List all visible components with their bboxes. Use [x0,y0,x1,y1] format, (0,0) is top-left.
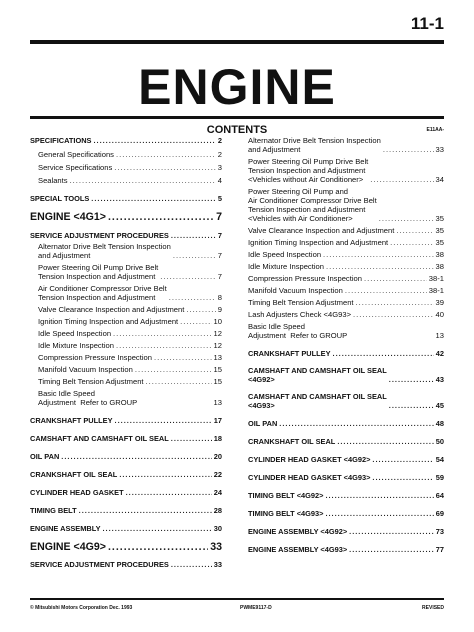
toc-entry-page: 54 [435,455,444,464]
toc-entry [30,263,222,281]
toc-entry-title: Idle Speed Inspection [248,250,322,259]
toc-entry-page: 40 [435,310,444,319]
toc-entry-title: OIL PAN [248,419,278,428]
toc-entry-page: 50 [435,437,444,446]
dot-leader [345,286,427,295]
toc-entry-page: 45 [435,401,444,410]
toc-entry [248,250,444,259]
toc-entry [248,392,444,410]
toc-entry-page: 7 [217,272,222,281]
toc-entry-title: Idle Mixture Inspection [38,341,114,350]
dot-leader [353,310,434,319]
toc-entry [248,274,444,283]
dot-leader [135,365,212,374]
toc-entry [30,416,222,425]
toc-entry-page: 2 [217,136,222,145]
top-rule [30,40,444,44]
toc-entry [30,452,222,461]
toc-entry-title: Timing Belt Tension Adjustment [38,377,144,386]
toc-entry-page: 64 [435,491,444,500]
dot-leader [383,145,434,154]
toc-entry [30,341,222,350]
toc-entry [248,349,444,358]
toc-entry-title: SERVICE ADJUSTMENT PROCEDURES [30,560,169,569]
toc-entry-title: Power Steering Oil Pump and Air Conditioner Compressor Drive Belt Tension Inspection and Adjustment <Vehicles with Air Conditioner> [248,187,377,223]
toc-entry [248,226,444,235]
dot-leader [103,524,212,533]
toc-entry-title: ENGINE ASSEMBLY <4G93> [248,545,348,554]
dot-leader [171,560,212,569]
toc-entry-title: General Specifications [38,150,114,159]
toc-entry [248,509,444,518]
dot-leader [372,455,433,464]
toc-entry-page: 69 [435,509,444,518]
toc-entry-title: CRANKSHAFT PULLEY [248,349,331,358]
toc-entry-page: 15 [213,377,222,386]
toc-entry-title: TIMING BELT <4G93> [248,509,324,518]
toc-entry-title: Idle Mixture Inspection [248,262,324,271]
toc-entry [248,491,444,500]
toc-entry [248,527,444,536]
toc-entry [30,389,222,407]
toc-entry-title: ENGINE <4G9> [30,541,106,553]
dot-leader [356,298,434,307]
toc-entry-page: 4 [217,176,222,185]
dot-leader [108,211,214,223]
dot-leader [160,272,215,281]
dot-leader [93,136,215,145]
toc-entry-title: Sealants [38,176,68,185]
toc-entry-page: 24 [213,488,222,497]
toc-entry-page: 12 [213,329,222,338]
dot-leader [91,194,216,203]
toc-entry-title: TIMING BELT [30,506,77,515]
toc-entry-title: ENGINE ASSEMBLY <4G92> [248,527,348,536]
dot-leader [79,506,212,515]
toc-entry-title: CAMSHAFT AND CAMSHAFT OIL SEAL <4G92> [248,366,387,384]
toc-entry-page: 35 [435,238,444,247]
toc-entry-title: Lash Adjusters Check <4G93> [248,310,352,319]
toc-entry-title: ENGINE <4G1> [30,211,106,223]
dot-leader [70,176,216,185]
toc-entry-page: 28 [213,506,222,515]
dot-leader [279,419,433,428]
toc-entry-title: Ignition Timing Inspection and Adjustment [248,238,389,247]
page-title: ENGINE [138,59,336,115]
toc-entry [30,136,222,145]
dot-leader [349,545,434,554]
toc-entry-page: 43 [435,375,444,384]
toc-entry [248,298,444,307]
toc-entry-page: 20 [213,452,222,461]
toc-entry [30,150,222,159]
toc-entry-page: 13 [213,398,222,407]
toc-entry-page: 39 [435,298,444,307]
dot-leader [169,293,216,302]
toc-entry [30,231,222,240]
contents-left-column [30,136,222,569]
toc-entry-title: CAMSHAFT AND CAMSHAFT OIL SEAL [30,434,169,443]
toc-entry [248,545,444,554]
toc-entry-page: 5 [217,194,222,203]
toc-entry [248,455,444,464]
toc-entry-page: 38 [435,250,444,259]
toc-entry-title: CAMSHAFT AND CAMSHAFT OIL SEAL <4G93> [248,392,387,410]
toc-entry-title: Service Specifications [38,163,113,172]
toc-entry [248,238,444,247]
toc-entry-page: 2 [217,150,222,159]
toc-entry-title: TIMING BELT <4G92> [248,491,324,500]
dot-leader [61,452,211,461]
toc-entry-title: Valve Clearance Inspection and Adjustment [38,305,185,314]
toc-entry [248,157,444,184]
toc-entry-title: Air Conditioner Compressor Drive Belt Tension Inspection and Adjustment [38,284,167,302]
dot-leader [116,150,216,159]
toc-entry-title: CRANKSHAFT OIL SEAL [248,437,336,446]
dot-leader [389,401,434,410]
toc-entry [30,434,222,443]
toc-entry [30,284,222,302]
toc-entry [248,322,444,340]
dot-leader [126,488,212,497]
dot-leader [119,470,211,479]
toc-entry [248,437,444,446]
toc-entry-page: 3 [217,163,222,172]
toc-entry [30,317,222,326]
toc-entry-title: SPECIFICATIONS [30,136,92,145]
toc-entry [30,305,222,314]
toc-entry [30,242,222,260]
toc-entry [30,377,222,386]
toc-entry [248,366,444,384]
toc-entry [30,163,222,172]
toc-entry [248,473,444,482]
toc-entry [248,262,444,271]
toc-entry [248,187,444,223]
toc-entry-page: 33 [210,541,222,553]
toc-entry-page: 7 [217,231,222,240]
toc-entry-page: 10 [213,317,222,326]
dot-leader [115,416,212,425]
toc-entry-page: 12 [213,341,222,350]
toc-entry-title: SPECIAL TOOLS [30,194,90,203]
dot-leader [180,317,211,326]
dot-leader [349,527,434,536]
toc-entry-page: 7 [216,211,222,223]
toc-entry-page: 17 [213,416,222,425]
footer-copyright: © Mitsubishi Motors Corporation Dec. 1993 [30,605,133,611]
toc-entry-title: Manifold Vacuum Inspection [248,286,343,295]
toc-entry [30,541,222,553]
contents-right-column [248,136,444,554]
title-rule [30,116,444,119]
toc-entry [30,353,222,362]
dot-leader [390,238,433,247]
dot-leader [323,250,434,259]
toc-entry-page: 13 [213,353,222,362]
toc-entry [30,524,222,533]
toc-entry-title: CYLINDER HEAD GASKET <4G92> [248,455,371,464]
dot-leader [370,175,433,184]
contents-heading: CONTENTS [206,124,268,136]
toc-entry-page: 18 [213,434,222,443]
dot-leader [337,437,433,446]
dot-leader [325,491,433,500]
toc-entry-title: Power Steering Oil Pump Drive Belt Tension Inspection and Adjustment [38,263,159,281]
toc-entry-page: 38-1 [428,286,444,295]
toc-entry-page: 22 [213,470,222,479]
dot-leader [364,274,427,283]
dot-leader [146,377,212,386]
dot-leader [108,541,208,553]
toc-entry-title: Ignition Timing Inspection and Adjustment [38,317,179,326]
dot-leader [114,163,215,172]
toc-entry-page: 34 [435,175,444,184]
toc-entry [248,419,444,428]
toc-entry-title: Idle Speed Inspection [38,329,112,338]
toc-entry-title: CYLINDER HEAD GASKET [30,488,124,497]
dot-leader [372,473,433,482]
toc-entry-page: 33 [435,145,444,154]
toc-entry-title: ENGINE ASSEMBLY [30,524,101,533]
dot-leader [325,509,433,518]
dot-leader [113,329,212,338]
toc-entry [248,310,444,319]
page-number: 11-1 [410,14,444,33]
toc-entry-page: 33 [213,560,222,569]
dot-leader [389,375,434,384]
toc-entry-title: Compression Pressure Inspection [38,353,152,362]
toc-entry-page: 38 [435,262,444,271]
dot-leader [171,231,216,240]
toc-entry-page: 13 [435,331,444,340]
toc-entry-page: 42 [435,349,444,358]
toc-entry [30,560,222,569]
toc-entry-page: 8 [217,293,222,302]
toc-entry-page: 30 [213,524,222,533]
toc-entry-page: 15 [213,365,222,374]
dot-leader [379,214,434,223]
footer-revised: REVISED [422,605,444,611]
toc-entry-title: Timing Belt Tension Adjustment [248,298,354,307]
dot-leader [171,434,212,443]
toc-entry-title: CYLINDER HEAD GASKET <4G93> [248,473,371,482]
footer-rule [30,598,444,600]
toc-entry [30,506,222,515]
dot-leader [116,341,212,350]
dot-leader [173,251,216,260]
toc-entry-page: 35 [435,214,444,223]
toc-entry-title: Alternator Drive Belt Tension Inspection and Adjustment [248,136,381,154]
toc-entry-page: 59 [435,473,444,482]
toc-entry-title: Basic Idle Speed Adjustment Refer to GROUP [38,389,138,407]
toc-entry [30,470,222,479]
toc-entry [248,136,444,154]
footer-publication-number: PWME9117-D [240,605,272,611]
toc-entry-title: SERVICE ADJUSTMENT PROCEDURES [30,231,169,240]
toc-entry-title: CRANKSHAFT OIL SEAL [30,470,118,479]
toc-entry-page: 35 [435,226,444,235]
toc-entry-title: Compression Pressure Inspection [248,274,362,283]
dot-leader [154,353,212,362]
toc-entry-page: 77 [435,545,444,554]
dot-leader [186,305,215,314]
toc-entry-page: 73 [435,527,444,536]
toc-entry [30,194,222,203]
toc-entry-title: Basic Idle Speed Adjustment Refer to GROUP [248,322,348,340]
toc-entry-title: OIL PAN [30,452,60,461]
toc-entry [30,488,222,497]
dot-leader [333,349,434,358]
toc-entry-title: Power Steering Oil Pump Drive Belt Tension Inspection and Adjustment <Vehicles without Air Conditioner> [248,157,369,184]
dot-leader [396,226,433,235]
toc-entry-title: CRANKSHAFT PULLEY [30,416,113,425]
toc-entry-title: Valve Clearance Inspection and Adjustment [248,226,395,235]
toc-entry [30,329,222,338]
dot-leader [326,262,434,271]
toc-entry-page: 38-1 [428,274,444,283]
toc-entry-title: Alternator Drive Belt Tension Inspection and Adjustment [38,242,171,260]
toc-entry-title: Manifold Vacuum Inspection [38,365,133,374]
toc-entry-page: 9 [217,305,222,314]
toc-entry [248,286,444,295]
section-code: E11AA- [426,127,444,133]
toc-entry [30,176,222,185]
toc-entry-page: 7 [217,251,222,260]
toc-entry [30,211,222,223]
toc-entry [30,365,222,374]
toc-entry-page: 48 [435,419,444,428]
